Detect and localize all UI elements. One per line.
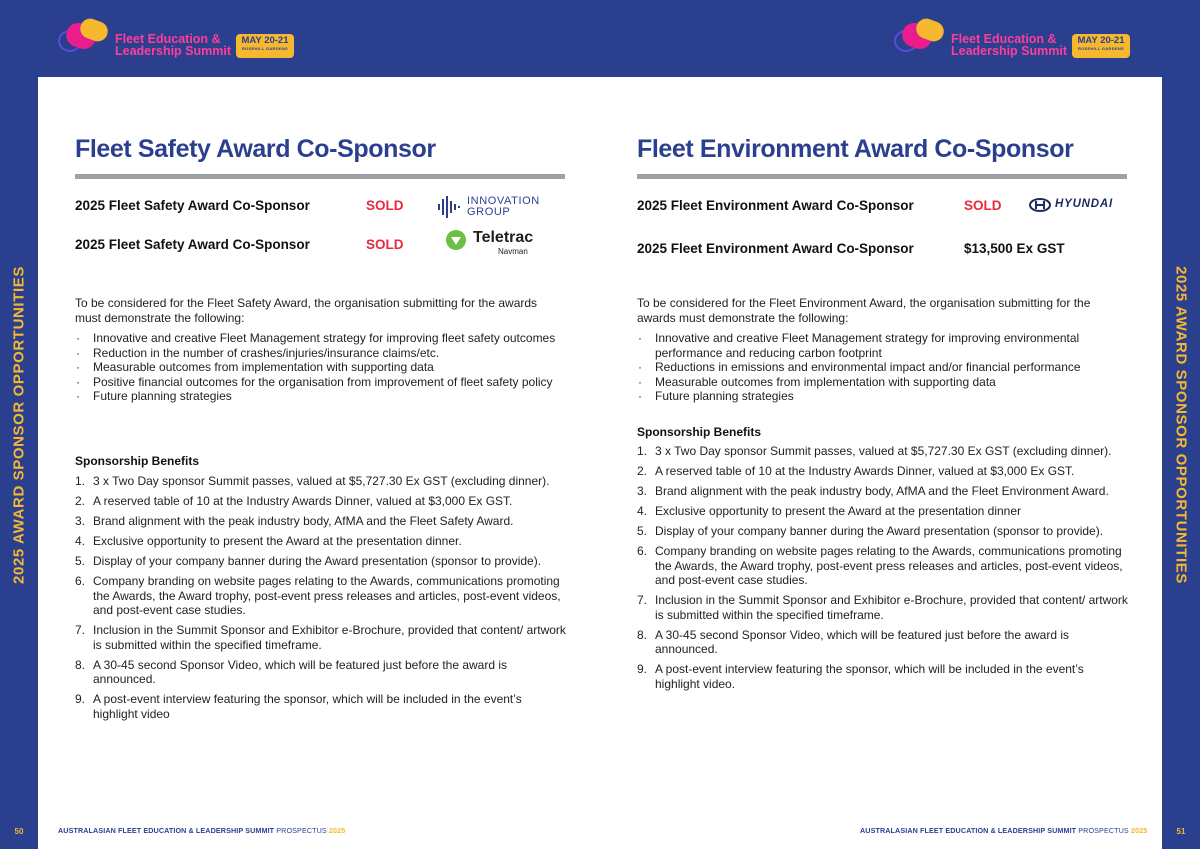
title-divider [637,174,1127,179]
innovation-group-icon [437,196,461,218]
page-title: Fleet Safety Award Co-Sponsor [75,135,436,163]
teletrac-logo-text: Teletrac [473,229,534,246]
benefit-text: Exclusive opportunity to present the Award at the presentation dinner [655,503,1022,518]
sponsor-row [637,190,1127,220]
innovation-group-logo [437,196,547,220]
sponsor-status: SOLD [366,198,404,213]
requirements-list [75,331,565,404]
benefit-text: A reserved table of 10 at the Industry Awards Dinner, valued at $3,000 Ex GST. [93,493,513,508]
requirements-list [637,331,1127,404]
sponsor-name: 2025 Fleet Safety Award Co-Sponsor [75,198,310,213]
summit-logo-line1: Fleet Education & [951,32,1057,46]
list-item: · Reductions in emissions and environmental impact and/or financial performance [637,360,1127,375]
summit-logo-left [58,18,298,60]
benefit-text: Inclusion in the Summit Sponsor and Exhibitor e-Brochure, provided that content/ artwork is submitted within the specified timeframe. [93,623,566,652]
benefit-text: A 30-45 second Sponsor Video, which will be featured just before the award is announced. [655,627,1070,657]
benefit-text: Company branding on website pages relating to the Awards, communications promoting the Awards, the Award trophy, post-event press releases and articles, post-event videos, and post-event case studies. [655,543,1123,588]
date-badge-date: MAY 20-21 [1077,35,1125,46]
summit-logo-line2: Leadership Summit [951,44,1067,58]
list-item: · Future planning strategies [637,389,1127,404]
sponsor-row [637,233,1127,263]
list-item: 9. A post-event interview featuring the sponsor, which will be included in the event’s highlight video. [637,662,1084,691]
left-sidebar [0,0,38,849]
list-item: 8. A 30-45 second Sponsor Video, which will be featured just before the award is announced. [75,657,508,687]
list-item: 7. Inclusion in the Summit Sponsor and Exhibitor e-Brochure, provided that content/ artwork is submitted within the specified timeframe. [637,593,1128,622]
list-item: 1. 3 x Two Day sponsor Summit passes, valued at $5,727.30 Ex GST (excluding dinner). [637,444,1112,458]
teletrac-icon [445,229,467,251]
list-item: 1. 3 x Two Day sponsor Summit passes, valued at $5,727.30 Ex GST (excluding dinner). [75,474,550,488]
list-item: · Measurable outcomes from implementation with supporting data [637,375,1127,390]
footer-prospectus: PROSPECTUS [1078,826,1129,835]
hyundai-logo [1029,197,1119,213]
benefits-list [75,474,567,727]
benefit-text: Exclusive opportunity to present the Award at the presentation dinner. [93,533,462,548]
innovation-logo-line1: INNOVATION [467,195,540,207]
left-page-number: 50 [14,827,24,836]
list-item: 6. Company branding on website pages relating to the Awards, communications promoting the Awards, the Award trophy, post-event press releases and articles, post-event videos, and post-event case studies. [637,543,1123,588]
innovation-logo-line2: GROUP [467,205,511,218]
footer-prospectus: PROSPECTUS [276,826,327,835]
list-item: 3. Brand alignment with the peak industry body, AfMA and the Fleet Safety Award. [75,513,514,528]
list-item: 9. A post-event interview featuring the sponsor, which will be included in the event’s highlight video [75,692,522,721]
list-item: · Measurable outcomes from implementation with supporting data [75,360,565,375]
benefit-text: Brand alignment with the peak industry body, AfMA and the Fleet Environment Award. [655,483,1109,498]
footer-year: 2025 [328,826,346,835]
list-item: · Future planning strategies [75,389,565,404]
sponsor-status: SOLD [964,198,1002,213]
sponsor-price: $13,500 Ex GST [964,241,1065,256]
benefits-heading: Sponsorship Benefits [637,425,762,439]
list-item: · Positive financial outcomes for the organisation from improvement of fleet safety policy [75,375,565,390]
right-sidebar-title: 2025 AWARD SPONSOR OPPORTUNITIES [1172,265,1190,584]
list-item: · Innovative and creative Fleet Management strategy for improving environmental performance and reducing carbon footprint [637,331,1127,360]
hyundai-logo-text: HYUNDAI [1055,198,1113,210]
list-item: 5. Display of your company banner during the Award presentation (sponsor to provide). [637,523,1104,538]
sponsor-row [75,190,565,220]
list-item: 8. A 30-45 second Sponsor Video, which will be featured just before the award is announced. [637,627,1070,657]
intro-text: To be considered for the Fleet Environment Award, the organisation submitting for the awards must demonstrate the following: [637,296,1091,325]
date-badge [236,34,294,58]
left-sidebar-title: 2025 AWARD SPONSOR OPPORTUNITIES [10,265,28,584]
right-page-number: 51 [1176,827,1186,836]
navman-logo-text: Navman [498,247,528,256]
date-badge-date: MAY 20-21 [241,35,289,46]
date-badge-venue: ROSEHILL GARDENS [1077,46,1125,51]
benefit-text: A post-event interview featuring the sponsor, which will be included in the event’s highlight video [93,692,522,721]
list-item: · Innovative and creative Fleet Management strategy for improving fleet safety outcomes [75,331,565,346]
summit-logo-text [115,33,231,57]
benefit-text: Display of your company banner during the Award presentation (sponsor to provide). [93,553,542,568]
list-item: 7. Inclusion in the Summit Sponsor and Exhibitor e-Brochure, provided that content/ artwork is submitted within the specified timeframe. [75,623,566,652]
right-sidebar [1162,0,1200,849]
sponsor-name: 2025 Fleet Environment Award Co-Sponsor [637,241,914,256]
footer-text: AUSTRALASIAN FLEET EDUCATION & LEADERSHIP SUMMIT [860,826,1077,835]
page-title: Fleet Environment Award Co-Sponsor [637,135,1074,163]
date-badge-venue: ROSEHILL GARDENS [241,46,289,51]
header-banner [38,0,1162,77]
footer-year: 2025 [1130,826,1148,835]
benefit-text: Inclusion in the Summit Sponsor and Exhibitor e-Brochure, provided that content/ artwork is submitted within the specified timeframe. [655,593,1128,622]
summit-logo-right [894,18,1134,60]
list-item: 3. Brand alignment with the peak industry body, AfMA and the Fleet Environment Award. [637,483,1109,498]
footer-text: AUSTRALASIAN FLEET EDUCATION & LEADERSHIP SUMMIT [58,826,275,835]
list-item: · Reduction in the number of crashes/injuries/insurance claims/etc. [75,346,565,361]
benefit-text: 3 x Two Day sponsor Summit passes, valued at $5,727.30 Ex GST (excluding dinner). [93,474,550,488]
benefit-text: A 30-45 second Sponsor Video, which will be featured just before the award is announced. [93,657,508,687]
sponsor-status: SOLD [366,237,404,252]
benefit-text: A post-event interview featuring the sponsor, which will be included in the event’s highlight video. [655,662,1084,691]
benefits-list [637,444,1129,697]
summit-logo-line2: Leadership Summit [115,44,231,58]
summit-logo-line1: Fleet Education & [115,32,221,46]
intro-text: To be considered for the Fleet Safety Award, the organisation submitting for the awards must demonstrate the following: [75,296,538,325]
list-item: 6. Company branding on website pages relating to the Awards, communications promoting the Awards, the Award trophy, post-event press releases and articles, post-event videos, and post-event case studies. [75,573,561,618]
benefit-text: Brand alignment with the peak industry body, AfMA and the Fleet Safety Award. [93,513,514,528]
benefit-text: Display of your company banner during the Award presentation (sponsor to provide). [655,523,1104,538]
list-item: 2. A reserved table of 10 at the Industry Awards Dinner, valued at $3,000 Ex GST. [75,493,513,508]
benefits-heading: Sponsorship Benefits [75,454,200,468]
benefit-text: A reserved table of 10 at the Industry Awards Dinner, valued at $3,000 Ex GST. [655,463,1075,478]
list-item: 2. A reserved table of 10 at the Industry Awards Dinner, valued at $3,000 Ex GST. [637,463,1075,478]
list-item: 5. Display of your company banner during the Award presentation (sponsor to provide). [75,553,542,568]
summit-logo-mark-icon [894,20,946,54]
benefit-text: Company branding on website pages relating to the Awards, communications promoting the Awards, the Award trophy, post-event press releases and articles, post-event videos, and post-event case studies. [93,573,561,618]
sponsor-name: 2025 Fleet Safety Award Co-Sponsor [75,237,310,252]
teletrac-navman-logo [445,229,545,259]
benefit-text: 3 x Two Day sponsor Summit passes, valued at $5,727.30 Ex GST (excluding dinner). [655,444,1112,458]
footer-left [58,826,345,835]
summit-logo-mark-icon [58,20,110,54]
hyundai-icon [1029,198,1051,212]
list-item: 4. Exclusive opportunity to present the Award at the presentation dinner [637,503,1022,518]
summit-logo-text [951,33,1067,57]
title-divider [75,174,565,179]
sponsor-row [75,229,565,259]
date-badge [1072,34,1130,58]
footer-right [860,826,1147,835]
sponsor-name: 2025 Fleet Environment Award Co-Sponsor [637,198,914,213]
list-item: 4. Exclusive opportunity to present the Award at the presentation dinner. [75,533,462,548]
